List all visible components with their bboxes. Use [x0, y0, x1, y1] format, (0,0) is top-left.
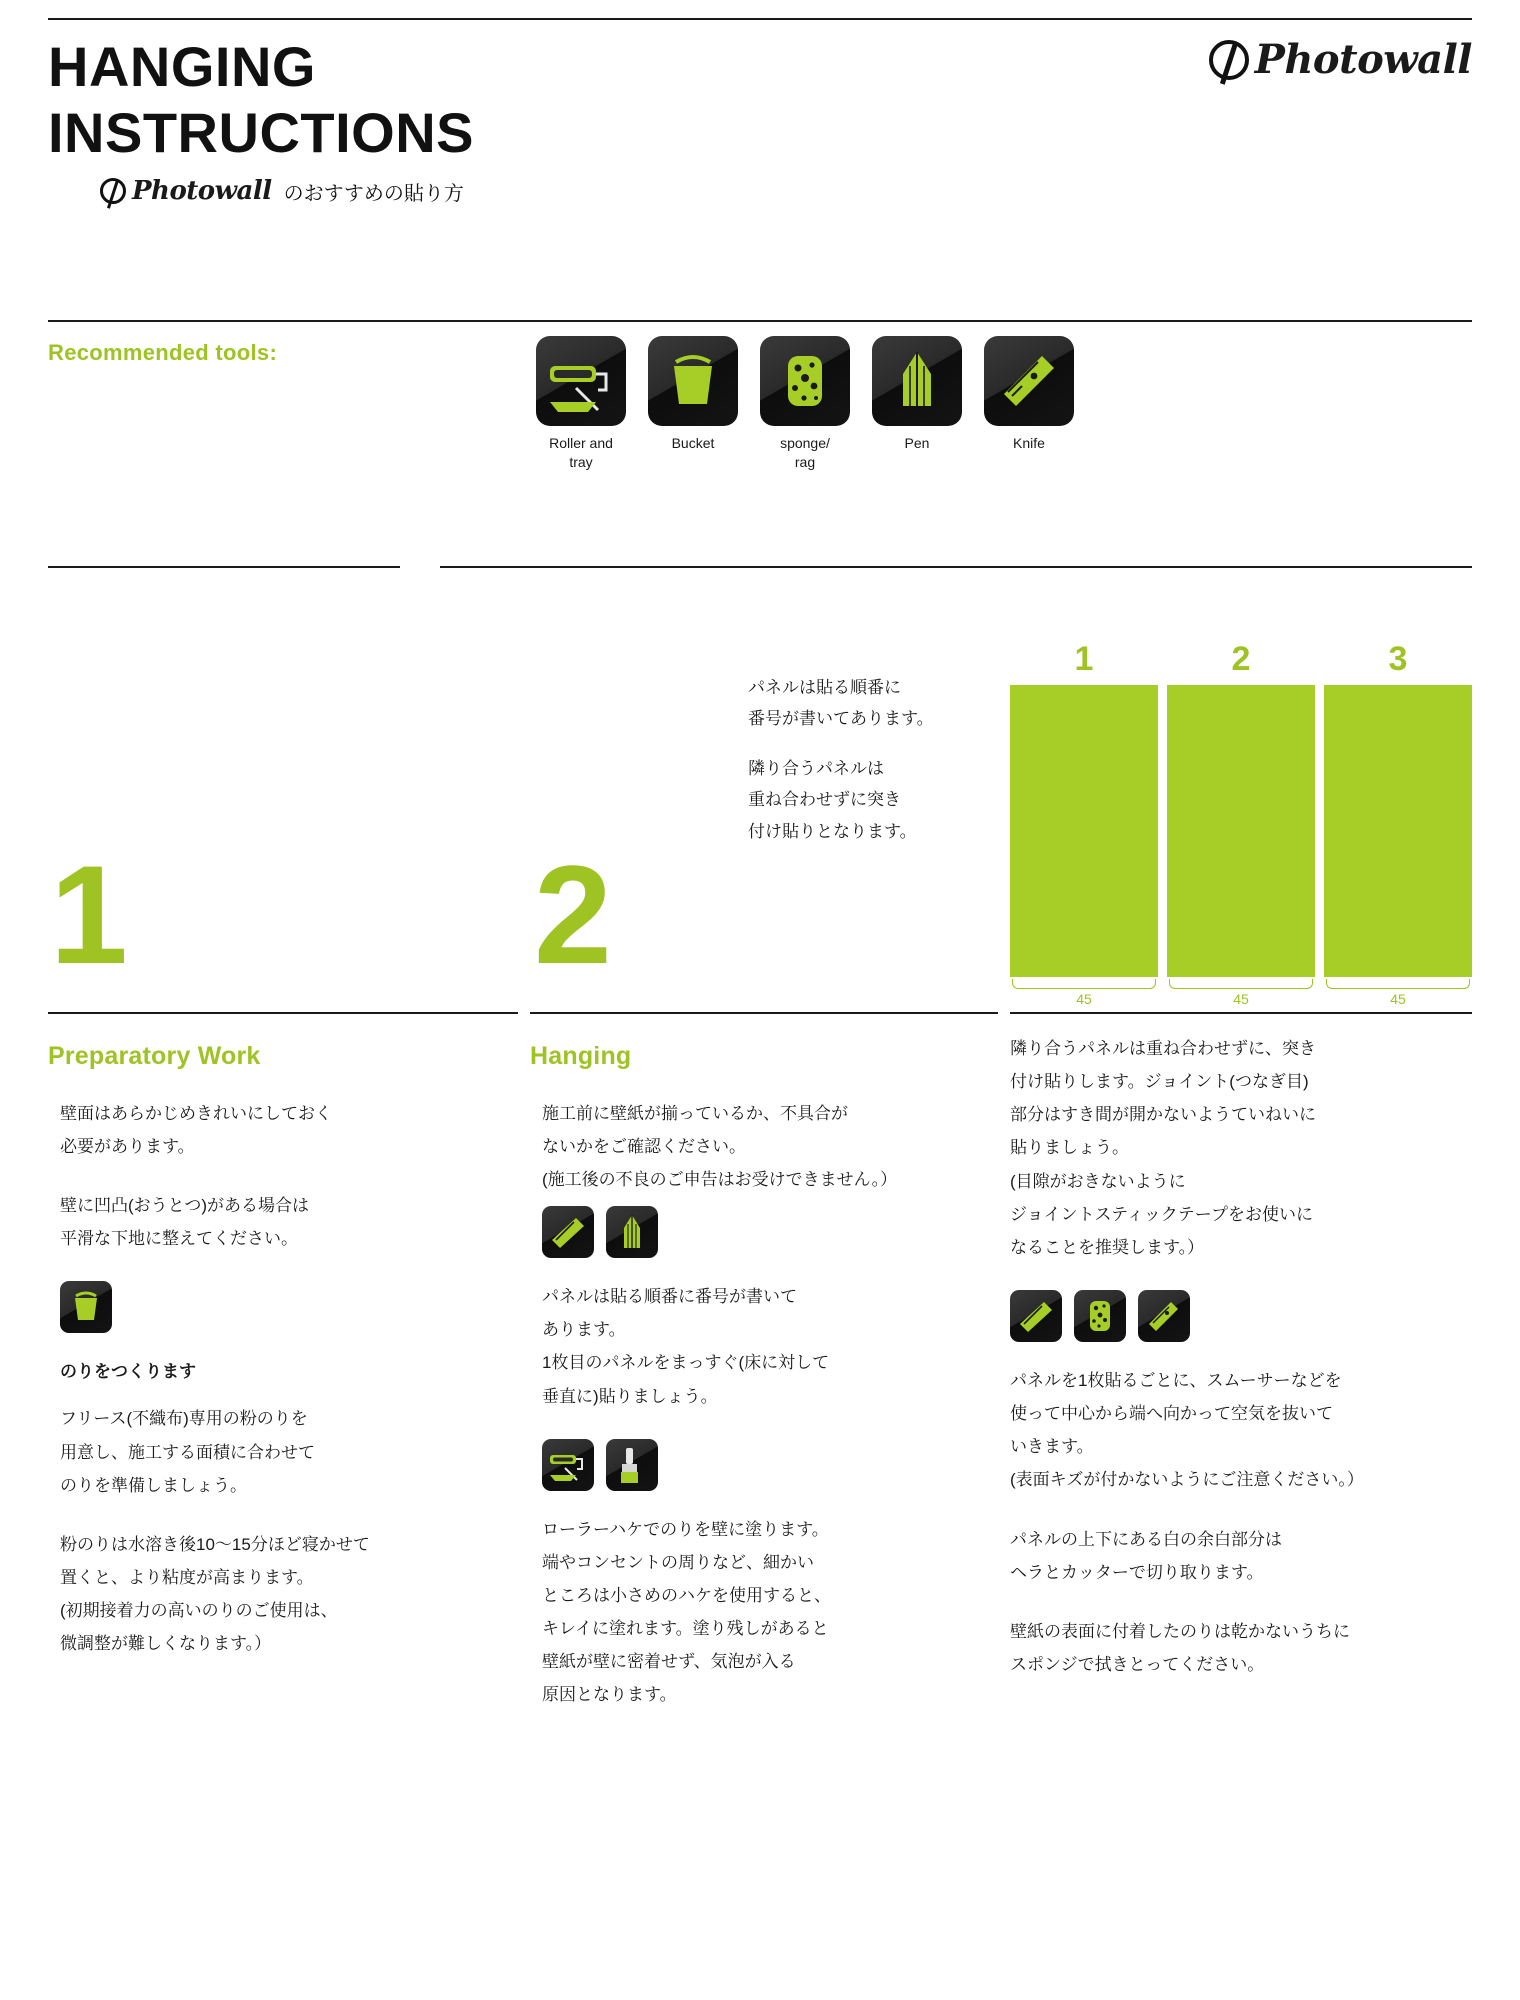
panel-dimension [1324, 979, 1472, 1013]
text-line: なることを推奨します。） [1010, 1237, 1205, 1257]
panel-note-block-1 [748, 672, 1008, 735]
paint-roller-and-tray-icon [536, 336, 626, 426]
text-line: 置くと、より粘度が高まります。 [60, 1568, 314, 1588]
text-line: 垂直に)貼りましょう。 [542, 1386, 718, 1406]
panel-dimension [1010, 979, 1158, 1013]
text-line: 必要があります。 [60, 1136, 195, 1156]
text-line: フリース(不織布)専用の粉のりを [60, 1409, 308, 1429]
tools-label: Recommended tools: [48, 340, 278, 365]
paint-roller-and-tray-icon [542, 1439, 594, 1491]
text-line: (表面キズが付かないようにご注意ください。） [1010, 1470, 1364, 1490]
text-line: 壁面はあらかじめきれいにしておく [60, 1103, 332, 1123]
panel-note-line: 重ね合わせずに突き [748, 790, 901, 810]
panel-dimensions [1010, 979, 1472, 1013]
text-line: 端やコンセントの周りなど、細かい [542, 1552, 814, 1572]
text-line: あります。 [542, 1320, 626, 1340]
panel-note-line: パネルは貼る順番に [748, 678, 901, 697]
panel-note-line: 番号が書いてあります。 [748, 709, 934, 729]
text-line: 使って中心から端へ向かって空気を抜いて [1010, 1404, 1333, 1424]
paragraph [1010, 1032, 1472, 1264]
paragraph [1010, 1615, 1472, 1681]
panel-note-line: 付け貼りとなります。 [748, 821, 917, 841]
panel-dimension [1167, 979, 1315, 1013]
top-divider [48, 18, 1472, 20]
knife-icon [1138, 1290, 1190, 1342]
tools-row [536, 336, 1074, 472]
panel-number: 1 [1074, 640, 1094, 678]
paragraph [1010, 1364, 1472, 1497]
text-line: いきます。 [1010, 1437, 1094, 1457]
panel-numbers [1010, 640, 1472, 679]
tools-divider [48, 320, 1472, 322]
sponge-rag-icon [1074, 1290, 1126, 1342]
text-line: キレイに塗れます。塗り残しがあると [542, 1619, 829, 1639]
column-hanging [530, 1032, 998, 1738]
panel-number: 3 [1388, 640, 1408, 678]
pen-level-icon [542, 1206, 594, 1258]
column-divider-1 [48, 1012, 518, 1014]
page-title [48, 34, 474, 166]
text-line: パネルを1枚貼るごとに、スムーサーなどを [1010, 1370, 1342, 1390]
panel-width-label: 45 [1076, 991, 1092, 1007]
text-line: ないかをご確認ください。 [542, 1136, 746, 1156]
text-line: ローラーハケでのりを壁に塗ります。 [542, 1519, 829, 1539]
sponge-rag-icon [760, 336, 850, 426]
column-finishing [1010, 1032, 1472, 1707]
text-line: 平滑な下地に整えてください。 [60, 1229, 298, 1249]
panel-diagram [1010, 640, 1472, 1013]
text-line: 隣り合うパネルは重ね合わせずに、突き [1010, 1039, 1316, 1058]
tool-knife [984, 336, 1074, 472]
panel-note-line: 隣り合うパネルは [748, 758, 884, 778]
paragraph [48, 1097, 518, 1163]
bucket-icon [648, 336, 738, 426]
column-preparatory-work [48, 1032, 518, 1686]
text-line: 施工前に壁紙が揃っているか、不具合が [542, 1103, 848, 1123]
text-line: ジョイントスティックテープをお使いに [1010, 1204, 1313, 1224]
step-divider-right [440, 566, 1472, 568]
text-line: スポンジで拭きとってください。 [1010, 1654, 1265, 1674]
panel-number: 2 [1231, 640, 1251, 678]
bucket-icon [60, 1281, 112, 1333]
text-line: パネルの上下にある白の余白部分は [1010, 1529, 1282, 1549]
panel-boxes [1010, 685, 1472, 977]
text-line: 用意し、施工する面積に合わせて [60, 1442, 315, 1462]
column-divider-3 [1010, 1012, 1472, 1014]
tool-sponge [760, 336, 850, 472]
icon-row [60, 1281, 518, 1333]
text-line: 微調整が難しくなります。） [60, 1634, 272, 1654]
text-line: 1枚目のパネルをまっすぐ(床に対して [542, 1353, 830, 1373]
panel-box [1324, 685, 1472, 977]
panel-width-label: 45 [1233, 991, 1249, 1007]
brush-icon [606, 1439, 658, 1491]
column-heading: Preparatory Work [48, 1042, 261, 1070]
column-divider-2 [530, 1012, 998, 1014]
tool-pen [872, 336, 962, 472]
tool-caption: Roller and tray [549, 435, 613, 470]
text-line: 壁紙の表面に付着したのりは乾かないうちに [1010, 1621, 1350, 1641]
icon-row [542, 1206, 998, 1258]
brand-logo: Photowall [1209, 36, 1472, 83]
pen-icon [872, 336, 962, 426]
text-line: ところは小さめのハケを使用すると、 [542, 1586, 831, 1606]
text-line: のりを準備しましょう。 [60, 1475, 247, 1495]
text-line: 付け貼りします。ジョイント(つなぎ目) [1010, 1072, 1309, 1092]
paragraph [530, 1513, 998, 1712]
text-line: 部分はすき間が開かないようていねいに [1010, 1105, 1316, 1125]
text-line: 壁紙が壁に密着せず、気泡が入る [542, 1652, 796, 1672]
panel-box [1010, 685, 1158, 977]
paragraph [48, 1355, 518, 1502]
pen-icon [606, 1206, 658, 1258]
step-number-2: 2 [534, 836, 612, 993]
step-divider-left [48, 566, 400, 568]
text-line: (施工後の不良のご申告はお受けできません。） [542, 1170, 898, 1190]
tool-roller-tray [536, 336, 626, 472]
icon-row [1010, 1290, 1472, 1342]
photowall-logo-icon: Photowall [100, 176, 272, 206]
page-header [48, 34, 474, 206]
paragraph [1010, 1523, 1472, 1589]
paragraph [530, 1280, 998, 1413]
tool-bucket [648, 336, 738, 472]
step-number-1: 1 [50, 836, 128, 993]
bold-label: のりをつくります [60, 1362, 196, 1382]
text-line: 壁に凹凸(おうとつ)がある場合は [60, 1196, 309, 1216]
text-line: パネルは貼る順番に番号が書いて [542, 1287, 797, 1307]
text-line: (初期接着力の高いのりのご使用は、 [60, 1601, 338, 1621]
tool-caption: Bucket [671, 435, 715, 451]
text-line: 貼りましょう。 [1010, 1138, 1129, 1158]
paragraph [48, 1528, 518, 1661]
panel-width-label: 45 [1390, 991, 1406, 1007]
title-line-2: INSTRUCTIONS [48, 101, 474, 165]
subtitle-japanese: のおすすめの貼り方 [283, 182, 464, 205]
text-line: (目隙がおきないように [1010, 1171, 1186, 1191]
column-heading: Hanging [530, 1042, 632, 1070]
panel-note-block-2 [748, 753, 1008, 847]
title-line-1: HANGING [48, 35, 316, 98]
text-line: 原因となります。 [542, 1685, 677, 1705]
tool-caption: Knife [1013, 435, 1045, 451]
panel-box [1167, 685, 1315, 977]
panel-note [748, 672, 1008, 865]
text-line: 粉のりは水溶き後10〜15分ほど寝かせて [60, 1534, 370, 1554]
tool-caption: Pen [904, 435, 930, 451]
tool-caption: sponge/ rag [780, 435, 830, 470]
paragraph [48, 1189, 518, 1255]
smoother-icon [1010, 1290, 1062, 1342]
knife-icon [984, 336, 1074, 426]
paragraph [530, 1097, 998, 1196]
subtitle-row [48, 176, 474, 206]
text-line: ヘラとカッターで切り取ります。 [1010, 1562, 1264, 1582]
icon-row [542, 1439, 998, 1491]
